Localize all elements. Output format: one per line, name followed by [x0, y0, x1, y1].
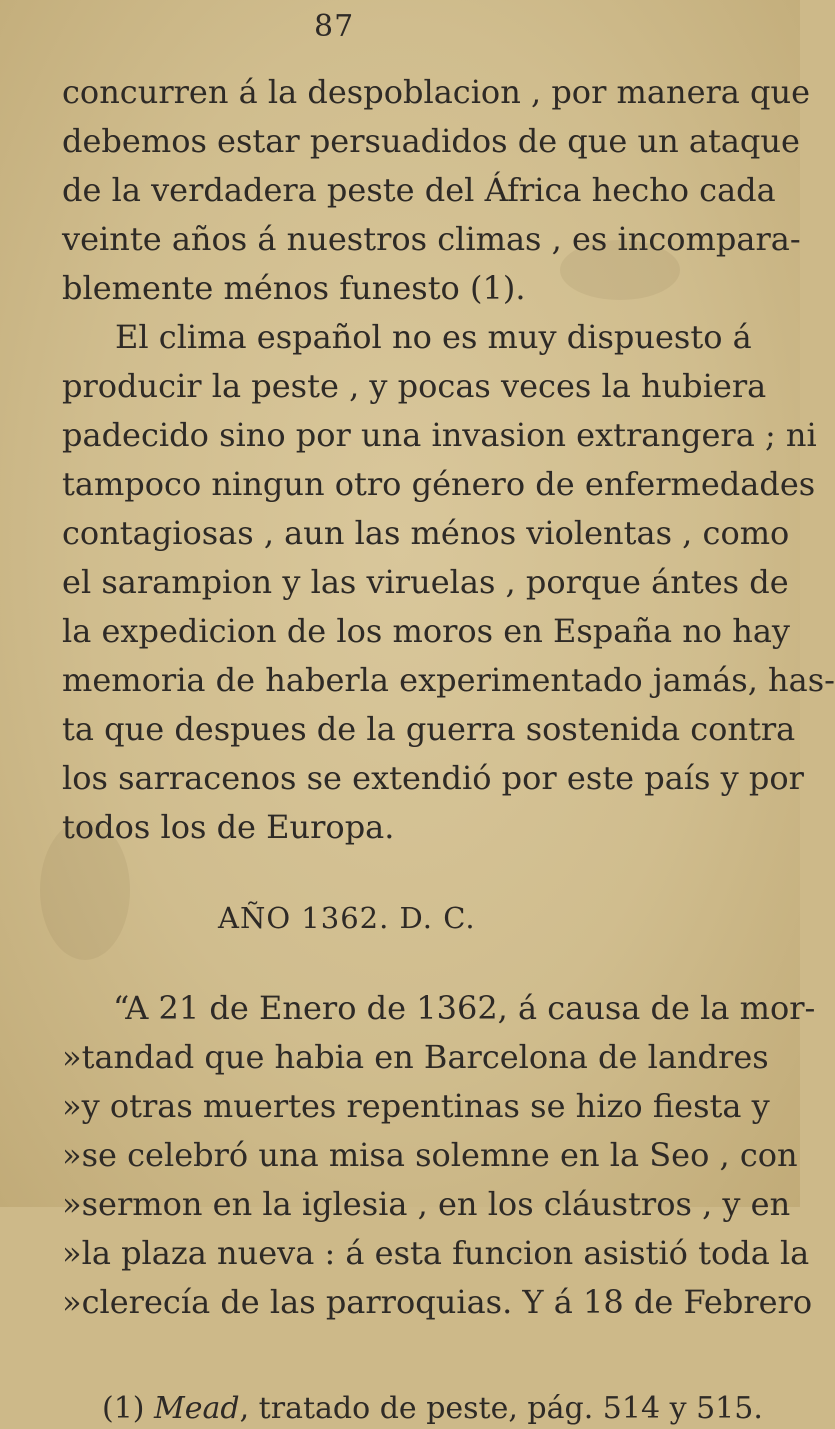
- text-line: los sarracenos se extendió por este país y por: [62, 759, 804, 797]
- text-line: memoria de haberla experimentado jamás, has-: [62, 661, 835, 699]
- text-line: el sarampion y las viruelas , porque ántes de: [62, 563, 789, 601]
- footnote-author: Mead: [154, 1391, 240, 1426]
- quote-line: »la plaza nueva : á esta funcion asistió toda la: [62, 1234, 810, 1272]
- quote-line: »clerecía de las parroquias. Y á 18 de Febrero: [62, 1283, 813, 1321]
- page-number: 87: [314, 9, 355, 44]
- text-line: tampoco ningun otro género de enfermedades: [62, 465, 816, 503]
- text-line: ta que despues de la guerra sostenida contra: [62, 710, 796, 748]
- text-line: blemente ménos funesto (1).: [62, 269, 526, 307]
- text-line: la expedicion de los moros en España no hay: [62, 612, 790, 650]
- quote-line: »y otras muertes repentinas se hizo fiesta y: [62, 1087, 770, 1125]
- text-line: El clima español no es muy dispuesto á: [115, 318, 752, 356]
- text-line: concurren á la despoblacion , por manera que: [62, 73, 811, 111]
- footnote-marker: (1): [102, 1391, 145, 1426]
- text-line: contagiosas , aun las ménos violentas , como: [62, 514, 790, 552]
- section-heading: AÑO 1362. D. C.: [218, 901, 476, 935]
- quote-line: »se celebró una misa solemne en la Seo , con: [62, 1136, 798, 1174]
- quote-line: »tandad que habia en Barcelona de landres: [62, 1038, 769, 1076]
- footnote-text: , tratado de peste, pág. 514 y 515.: [239, 1391, 763, 1426]
- text-line: de la verdadera peste del África hecho cada: [62, 171, 776, 209]
- text-line: producir la peste , y pocas veces la hubiera: [62, 367, 767, 405]
- text-line: padecido sino por una invasion extrangera ; ni: [62, 416, 817, 454]
- footnote: [102, 1389, 763, 1429]
- text-line: veinte años á nuestros climas , es incompara-: [62, 220, 801, 258]
- quote-line: »sermon en la iglesia , en los cláustros , y en: [62, 1185, 791, 1223]
- text-line: debemos estar persuadidos de que un ataque: [62, 122, 800, 160]
- text-line: todos los de Europa.: [62, 808, 395, 846]
- quote-line: “A 21 de Enero de 1362, á causa de la mor-: [113, 989, 816, 1027]
